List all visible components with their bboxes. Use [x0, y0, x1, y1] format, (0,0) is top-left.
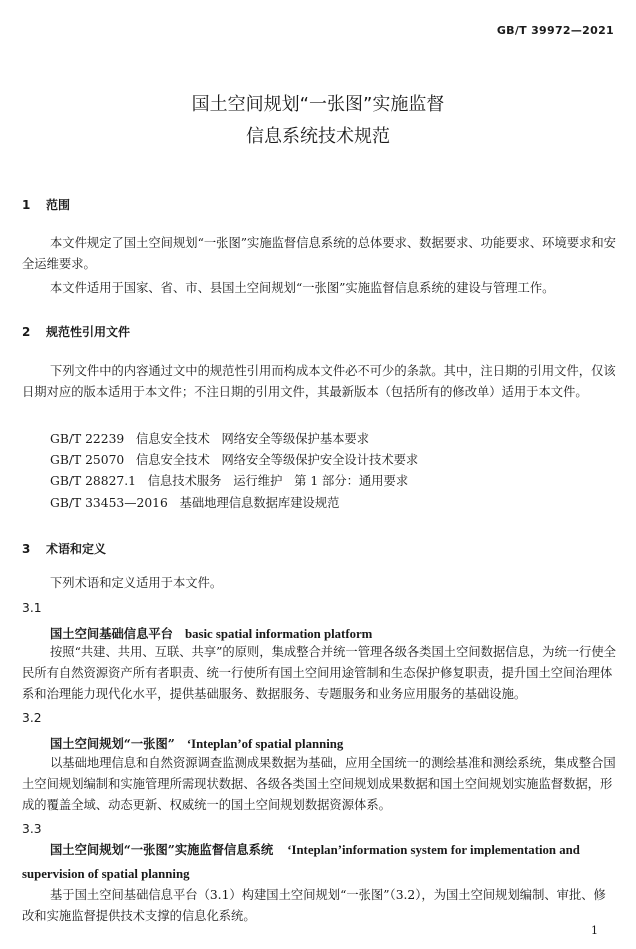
document-title-line1: 国土空间规划“一张图”实施监督: [191, 94, 445, 115]
section-heading-terms: [22, 540, 106, 557]
paragraph: 本文件规定了国土空间规划“一张图”实施监督信息系统的总体要求、数据要求、功能要求、环境要求和安全运维要求。: [22, 236, 616, 271]
term-zh: 国土空间基础信息平台: [50, 626, 173, 641]
document-title-line2: 信息系统技术规范: [246, 126, 390, 147]
section-number: 3: [22, 542, 31, 556]
reference-item: GB/T 25070 信息安全技术 网络安全等级保护安全设计技术要求: [50, 453, 419, 467]
term-definition: 按照“共建、共用、互联、共享”的原则，集成整合并统一管理各级各类国土空间数据信息，为统一行使全民所有自然资源资产所有者职责、统一行使所有国土空间用途管制和生态保护修复职责，提升国土空间治理体系和治理能力现代化水平，提供基础服务、数据服务、专题服务和业务应用服务的基础设施。: [22, 645, 616, 701]
section-heading-scope: [22, 196, 70, 213]
paragraph: 下列文件中的内容通过文中的规范性引用而构成本文件必不可少的条款。其中，注日期的引用文件，仅该日期对应的版本适用于本文件；不注日期的引用文件，其最新版本（包括所有的修改单）适用于本文件。: [22, 364, 616, 399]
term-definition: 以基础地理信息和自然资源调查监测成果数据为基础，应用全国统一的测绘基准和测绘系统，集成整合国土空间规划编制和实施管理所需现状数据、各级各类国土空间规划成果数据和国土空间规划实施监督数据，形成的覆盖全域、动态更新、权威统一的国土空间规划数据资源体系。: [22, 756, 616, 812]
page-number: 1: [591, 924, 598, 937]
term-heading: [50, 624, 372, 642]
term-zh: 国土空间规划“一张图”: [50, 736, 175, 751]
term-number: 3.2: [22, 711, 42, 725]
reference-item: GB/T 22239 信息安全技术 网络安全等级保护基本要求: [50, 432, 370, 446]
section-heading-normative-references: [22, 323, 130, 340]
reference-item: GB/T 33453—2016 基础地理信息数据库建设规范: [50, 496, 340, 510]
term-en: ‘Inteplan’of spatial planning: [186, 737, 344, 751]
term-en: basic spatial information platform: [184, 627, 373, 641]
standard-number: GB/T 39972—2021: [496, 24, 614, 37]
reference-item: GB/T 28827.1 信息技术服务 运行维护 第 1 部分：通用要求: [50, 474, 409, 488]
term-definition: 基于国土空间基础信息平台（3.1）构建国土空间规划“一张图”（3.2），为国土空间规划编制、审批、修改和实施监督提供技术支撑的信息化系统。: [22, 888, 606, 923]
section-number: 1: [22, 198, 31, 212]
section-title: 术语和定义: [46, 542, 107, 556]
term-heading: [22, 838, 618, 886]
term-heading: [50, 734, 343, 752]
section-number: 2: [22, 325, 31, 339]
section-title: 规范性引用文件: [46, 325, 131, 339]
paragraph: 本文件适用于国家、省、市、县国土空间规划“一张图”实施监督信息系统的建设与管理工作。: [50, 281, 555, 295]
term-en: ‘Inteplan’information system for implementation and supervision of spatial planning: [22, 843, 580, 881]
paragraph: 下列术语和定义适用于本文件。: [50, 576, 223, 590]
term-number: 3.3: [22, 822, 42, 836]
section-title: 范围: [46, 198, 71, 212]
term-number: 3.1: [22, 601, 42, 615]
term-zh: 国土空间规划“一张图”实施监督信息系统: [50, 842, 274, 857]
